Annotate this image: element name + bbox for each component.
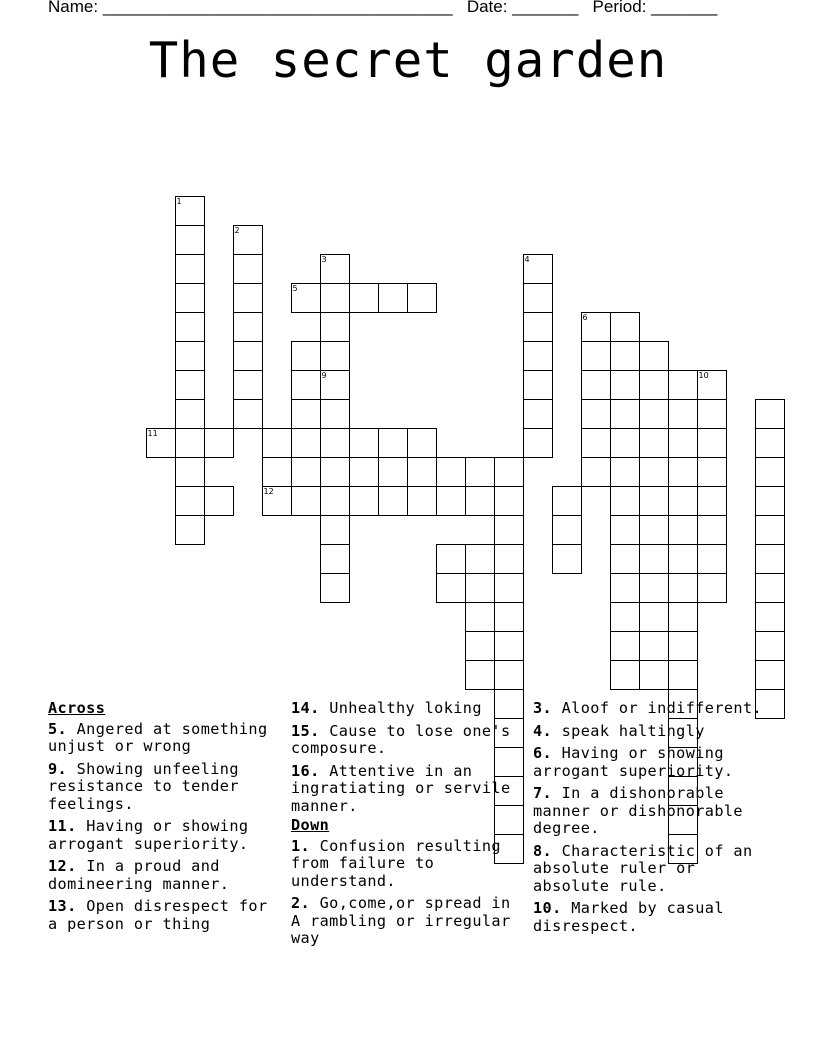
clue-item	[533, 723, 773, 741]
grid-cell[interactable]	[581, 457, 611, 487]
grid-cell[interactable]	[610, 631, 640, 661]
grid-cell[interactable]	[436, 544, 466, 574]
grid-cell[interactable]	[697, 399, 727, 429]
grid-cell[interactable]	[465, 486, 495, 516]
grid-cell[interactable]	[291, 486, 321, 516]
grid-cell[interactable]	[639, 399, 669, 429]
grid-cell[interactable]	[697, 486, 727, 516]
grid-cell[interactable]	[610, 399, 640, 429]
clues-column-2	[291, 700, 526, 953]
clue-item	[291, 895, 526, 948]
clue-number-label: 7.	[533, 784, 553, 802]
grid-cell[interactable]	[755, 573, 785, 603]
grid-cell[interactable]	[320, 428, 350, 458]
clue-text: Go,come,or spread in A rambling or irregular way	[291, 894, 511, 947]
grid-cell[interactable]	[639, 428, 669, 458]
grid-cell[interactable]	[378, 428, 408, 458]
grid-cell[interactable]	[639, 573, 669, 603]
down-clue-list-continued	[533, 700, 773, 935]
grid-cell[interactable]	[320, 254, 350, 284]
clue-item	[533, 843, 773, 896]
grid-cell[interactable]	[349, 283, 379, 313]
grid-cell[interactable]	[465, 660, 495, 690]
clue-number-label: 9.	[48, 759, 68, 778]
clue-number-label: 12.	[48, 857, 77, 875]
down-heading: Down	[291, 816, 330, 834]
grid-cell[interactable]	[639, 457, 669, 487]
clue-text: Confusion resulting from failure to understand.	[291, 836, 501, 890]
clue-number-label: 15.	[291, 721, 320, 740]
grid-cell[interactable]	[755, 544, 785, 574]
grid-cell[interactable]	[697, 573, 727, 603]
grid-cell[interactable]	[610, 573, 640, 603]
grid-cell[interactable]	[465, 631, 495, 661]
grid-cell[interactable]	[494, 573, 524, 603]
clue-text: Showing unfeeling resistance to tender feelings.	[48, 759, 239, 813]
grid-cell[interactable]	[494, 544, 524, 574]
clue-number-label: 4.	[533, 721, 553, 740]
date-label: Date:	[466, 0, 508, 16]
clue-item	[291, 723, 526, 758]
grid-cell[interactable]	[697, 370, 727, 400]
grid-cell[interactable]	[320, 312, 350, 342]
clue-item	[291, 700, 526, 718]
grid-cell[interactable]	[523, 283, 553, 313]
clue-item	[48, 761, 283, 814]
grid-cell[interactable]	[320, 283, 350, 313]
grid-cell[interactable]	[755, 515, 785, 545]
grid-cell[interactable]	[639, 341, 669, 371]
clue-text: Having or showing arrogant superiority.	[533, 744, 734, 780]
clue-number-label: 13.	[48, 897, 77, 915]
name-label: Name:	[48, 0, 99, 16]
clue-text: Characteristic of an absolute ruler or absolute rule.	[533, 841, 753, 895]
clue-item	[533, 900, 773, 935]
clue-number: 2	[234, 225, 240, 235]
grid-cell[interactable]	[610, 457, 640, 487]
grid-cell[interactable]	[407, 428, 437, 458]
grid-cell[interactable]	[755, 457, 785, 487]
clues-column-1	[48, 700, 283, 938]
grid-cell[interactable]	[233, 283, 263, 313]
grid-cell[interactable]	[407, 457, 437, 487]
grid-cell[interactable]	[581, 312, 611, 342]
grid-cell[interactable]	[204, 428, 234, 458]
grid-cell[interactable]	[175, 225, 205, 255]
clue-number: 12	[263, 486, 274, 496]
grid-cell[interactable]	[755, 631, 785, 661]
clue-item	[533, 745, 773, 780]
clue-number: 6	[582, 312, 588, 322]
grid-cell[interactable]	[610, 341, 640, 371]
grid-cell[interactable]	[320, 370, 350, 400]
clue-number: 11	[147, 428, 158, 438]
clue-item	[48, 898, 283, 933]
clue-item	[48, 721, 283, 756]
grid-cell[interactable]	[494, 515, 524, 545]
clue-text: speak haltingly	[561, 721, 705, 740]
clue-number: 10	[698, 370, 709, 380]
grid-cell[interactable]	[320, 515, 350, 545]
grid-cell[interactable]	[233, 225, 263, 255]
period-label: Period:	[592, 0, 647, 16]
grid-cell[interactable]	[146, 428, 176, 458]
across-heading: Across	[48, 699, 106, 717]
grid-cell[interactable]	[494, 602, 524, 632]
grid-cell[interactable]	[349, 457, 379, 487]
grid-cell[interactable]	[436, 573, 466, 603]
grid-cell[interactable]	[697, 457, 727, 487]
grid-cell[interactable]	[407, 283, 437, 313]
grid-cell[interactable]	[233, 254, 263, 284]
grid-cell[interactable]	[610, 486, 640, 516]
grid-cell[interactable]	[378, 457, 408, 487]
clue-number-label: 14.	[291, 699, 320, 717]
clue-text: Open disrespect for a person or thing	[48, 897, 268, 933]
across-clue-list	[48, 721, 283, 934]
grid-cell[interactable]	[552, 544, 582, 574]
grid-cell[interactable]	[175, 196, 205, 226]
clue-text: Cause to lose one's composure.	[291, 721, 511, 757]
grid-cell[interactable]	[465, 602, 495, 632]
grid-cell[interactable]	[668, 515, 698, 545]
clue-number-label: 3.	[533, 699, 553, 717]
grid-cell[interactable]	[175, 486, 205, 516]
grid-cell[interactable]	[378, 486, 408, 516]
grid-cell[interactable]	[291, 341, 321, 371]
grid-cell[interactable]	[378, 283, 408, 313]
grid-cell[interactable]	[175, 428, 205, 458]
grid-cell[interactable]	[610, 515, 640, 545]
grid-cell[interactable]	[494, 457, 524, 487]
clue-text: Aloof or indifferent.	[561, 699, 763, 717]
clue-item	[291, 763, 526, 816]
clue-item	[291, 838, 526, 891]
grid-cell[interactable]	[320, 486, 350, 516]
grid-cell[interactable]	[668, 486, 698, 516]
grid-cell[interactable]	[436, 486, 466, 516]
grid-cell[interactable]	[523, 341, 553, 371]
grid-cell[interactable]	[523, 399, 553, 429]
grid-cell[interactable]	[175, 399, 205, 429]
clue-item	[48, 858, 283, 893]
grid-cell[interactable]	[668, 544, 698, 574]
grid-cell[interactable]	[581, 341, 611, 371]
grid-cell[interactable]	[204, 486, 234, 516]
grid-cell[interactable]	[494, 660, 524, 690]
clue-number-label: 5.	[48, 719, 68, 738]
clue-text: Having or showing arrogant superiority.	[48, 817, 249, 853]
grid-cell[interactable]	[175, 370, 205, 400]
grid-cell[interactable]	[175, 283, 205, 313]
clue-text: Attentive in an ingratiating or servile manner.	[291, 761, 511, 815]
clue-item	[533, 785, 773, 838]
clue-number: 5	[292, 283, 298, 293]
grid-cell[interactable]	[755, 660, 785, 690]
grid-cell[interactable]	[262, 457, 292, 487]
grid-cell[interactable]	[668, 428, 698, 458]
grid-cell[interactable]	[581, 370, 611, 400]
grid-cell[interactable]	[610, 312, 640, 342]
grid-cell[interactable]	[523, 312, 553, 342]
grid-cell[interactable]	[668, 399, 698, 429]
grid-cell[interactable]	[262, 486, 292, 516]
grid-cell[interactable]	[523, 428, 553, 458]
down-clue-list	[291, 838, 526, 948]
clue-text: In a proud and domineering manner.	[48, 857, 230, 893]
header-fields	[48, 0, 717, 17]
clue-number-label: 8.	[533, 841, 553, 860]
grid-cell[interactable]	[755, 486, 785, 516]
grid-cell[interactable]	[175, 254, 205, 284]
grid-cell[interactable]	[552, 486, 582, 516]
grid-cell[interactable]	[610, 370, 640, 400]
date-line[interactable]: _______	[512, 0, 579, 16]
clues-column-3	[533, 700, 773, 940]
clue-text: In a dishonorable manner or dishonorable degree.	[533, 784, 743, 837]
grid-cell[interactable]	[262, 428, 292, 458]
grid-cell[interactable]	[320, 573, 350, 603]
grid-cell[interactable]	[175, 341, 205, 371]
grid-cell[interactable]	[436, 457, 466, 487]
grid-cell[interactable]	[552, 515, 582, 545]
grid-cell[interactable]	[610, 544, 640, 574]
grid-cell[interactable]	[320, 399, 350, 429]
grid-cell[interactable]	[668, 573, 698, 603]
grid-cell[interactable]	[233, 399, 263, 429]
grid-cell[interactable]	[407, 486, 437, 516]
grid-cell[interactable]	[668, 660, 698, 690]
clue-text: Marked by casual disrespect.	[533, 899, 724, 935]
grid-cell[interactable]	[465, 457, 495, 487]
grid-cell[interactable]	[291, 370, 321, 400]
grid-cell[interactable]	[639, 486, 669, 516]
grid-cell[interactable]	[581, 399, 611, 429]
clue-text: Angered at something unjust or wrong	[48, 719, 268, 755]
clue-text: Unhealthy loking	[329, 699, 482, 717]
grid-cell[interactable]	[320, 457, 350, 487]
grid-cell[interactable]	[523, 370, 553, 400]
grid-cell[interactable]	[668, 602, 698, 632]
period-line[interactable]: _______	[651, 0, 718, 16]
clue-item	[533, 700, 773, 718]
clue-number-label: 10.	[533, 899, 562, 917]
grid-cell[interactable]	[175, 457, 205, 487]
across-clue-list-continued	[291, 700, 526, 815]
grid-cell[interactable]	[610, 660, 640, 690]
name-line[interactable]: _____________________________________	[102, 0, 453, 16]
grid-cell[interactable]	[668, 457, 698, 487]
grid-cell[interactable]	[291, 399, 321, 429]
grid-cell[interactable]	[320, 341, 350, 371]
grid-cell[interactable]	[639, 631, 669, 661]
grid-cell[interactable]	[639, 544, 669, 574]
page-title: The secret garden	[148, 32, 668, 89]
clue-number-label: 11.	[48, 817, 77, 835]
grid-cell[interactable]	[639, 515, 669, 545]
grid-cell[interactable]	[233, 312, 263, 342]
grid-cell[interactable]	[494, 486, 524, 516]
grid-cell[interactable]	[668, 631, 698, 661]
clue-number-label: 6.	[533, 744, 553, 762]
grid-cell[interactable]	[349, 486, 379, 516]
clue-number-label: 1.	[291, 836, 311, 855]
grid-cell[interactable]	[233, 370, 263, 400]
grid-cell[interactable]	[291, 283, 321, 313]
grid-cell[interactable]	[494, 631, 524, 661]
clue-number: 3	[321, 254, 327, 264]
grid-cell[interactable]	[175, 312, 205, 342]
grid-cell[interactable]	[320, 544, 350, 574]
grid-cell[interactable]	[755, 602, 785, 632]
grid-cell[interactable]	[697, 515, 727, 545]
grid-cell[interactable]	[697, 544, 727, 574]
grid-cell[interactable]	[175, 515, 205, 545]
grid-cell[interactable]	[755, 399, 785, 429]
clue-item	[48, 818, 283, 853]
grid-cell[interactable]	[610, 602, 640, 632]
grid-cell[interactable]	[639, 602, 669, 632]
grid-cell[interactable]	[291, 428, 321, 458]
grid-cell[interactable]	[523, 254, 553, 284]
grid-cell[interactable]	[349, 428, 379, 458]
clue-number: 4	[524, 254, 530, 264]
clue-number-label: 2.	[291, 894, 311, 912]
grid-cell[interactable]	[668, 370, 698, 400]
grid-cell[interactable]	[465, 573, 495, 603]
clue-number: 9	[321, 370, 327, 380]
grid-cell[interactable]	[610, 428, 640, 458]
grid-cell[interactable]	[639, 660, 669, 690]
grid-cell[interactable]	[639, 370, 669, 400]
grid-cell[interactable]	[581, 428, 611, 458]
clue-number-label: 16.	[291, 761, 320, 780]
clue-number: 1	[176, 196, 182, 206]
grid-cell[interactable]	[755, 428, 785, 458]
grid-cell[interactable]	[233, 341, 263, 371]
grid-cell[interactable]	[697, 428, 727, 458]
grid-cell[interactable]	[465, 544, 495, 574]
